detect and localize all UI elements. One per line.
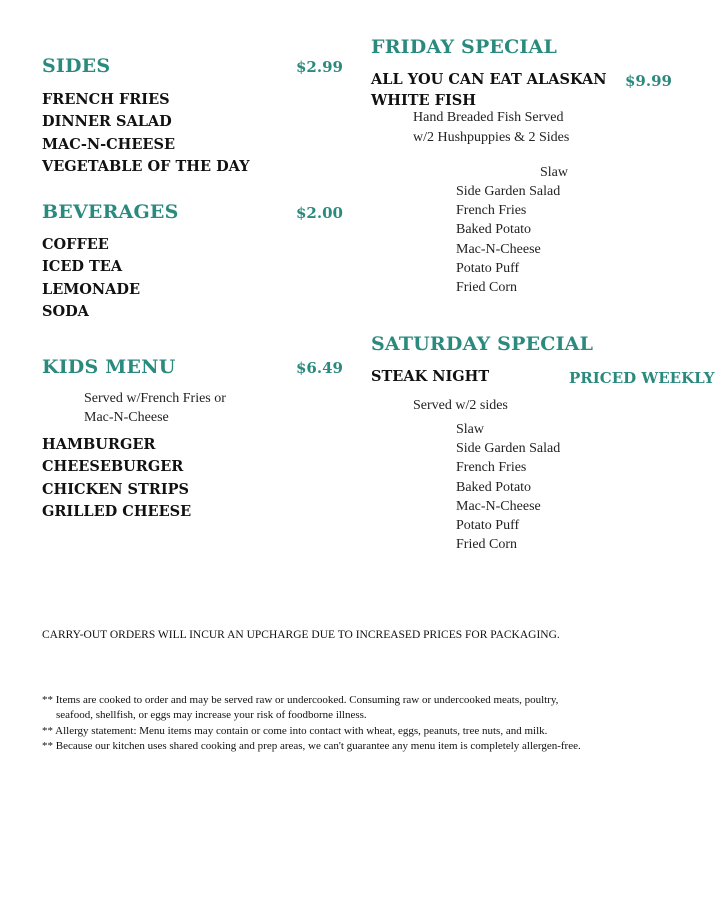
list-item: Baked Potato [456, 222, 532, 238]
list-item: ICED TEA [42, 258, 123, 276]
friday-sides-list [456, 182, 560, 297]
beverages-list [42, 234, 140, 323]
list-item: COFFEE [42, 236, 109, 253]
list-item: Mac-N-Cheese [456, 498, 541, 514]
footnote-allergy: ** Allergy statement: Menu items may contain or come into contact with wheat, eggs, peanuts, tree nuts, and milk. [42, 724, 548, 737]
sides-heading: SIDES [42, 55, 111, 77]
friday-desc-line1: Hand Breaded Fish Served [413, 110, 564, 125]
carry-out-notice: CARRY-OUT ORDERS WILL INCUR AN UPCHARGE DUE TO INCREASED PRICES FOR PACKAGING. [42, 629, 560, 641]
kids-menu-note-line1: Served w/French Fries or [84, 391, 226, 406]
saturday-sides-list [456, 420, 560, 554]
sides-list [42, 89, 250, 178]
footnotes [42, 693, 581, 754]
beverages-price: $2.00 [296, 204, 343, 222]
saturday-special-heading: SATURDAY SPECIAL [371, 333, 594, 355]
sides-price: $2.99 [296, 58, 343, 76]
list-item: MAC-N-CHEESE [42, 135, 175, 153]
list-item: Slaw [456, 422, 484, 437]
list-item: GRILLED CHEESE [42, 502, 192, 520]
saturday-item: STEAK NIGHT [371, 368, 490, 385]
kids-menu-note-line2: Mac-N-Cheese [84, 410, 169, 425]
list-item: Fried Corn [456, 537, 518, 553]
list-item: Mac-N-Cheese [456, 241, 541, 257]
list-item: VEGETABLE OF THE DAY [42, 157, 250, 175]
saturday-desc: Served w/2 sides [413, 398, 508, 413]
footnote-raw-food: ** Items are cooked to order and may be served raw or undercooked. Consuming raw or undercooked meats, poultry, [42, 694, 559, 706]
list-item: DINNER SALAD [42, 113, 172, 131]
footnote-raw-food-cont: seafood, shellfish, or eggs may increase your risk of foodborne illness. [56, 709, 367, 722]
list-item: CHEESEBURGER [42, 458, 184, 476]
kids-menu-heading: KIDS MENU [42, 356, 176, 378]
list-item: French Fries [456, 203, 527, 219]
list-item: FRENCH FRIES [42, 91, 170, 108]
friday-item-line1: ALL YOU CAN EAT ALASKAN [371, 71, 607, 88]
saturday-price: PRICED WEEKLY [569, 369, 715, 387]
list-item: French Fries [456, 460, 527, 476]
list-item: LEMONADE [42, 280, 141, 298]
list-item: SODA [42, 302, 89, 320]
list-item: Side Garden Salad [456, 184, 561, 199]
friday-item-line2: WHITE FISH [371, 92, 476, 109]
list-item: Potato Puff [456, 518, 520, 534]
friday-special-heading: FRIDAY SPECIAL [371, 36, 558, 58]
list-item: CHICKEN STRIPS [42, 480, 189, 498]
friday-price: $9.99 [625, 72, 672, 90]
list-item: Baked Potato [456, 479, 532, 495]
list-item: Potato Puff [456, 260, 520, 276]
list-item: Fried Corn [456, 280, 518, 296]
footnote-shared-kitchen: ** Because our kitchen uses shared cooking and prep areas, we can't guarantee any menu item is completely allergen-free. [42, 739, 581, 752]
kids-menu-price: $6.49 [296, 359, 343, 377]
friday-side-first: Slaw [540, 165, 568, 180]
list-item: HAMBURGER [42, 436, 156, 453]
beverages-heading: BEVERAGES [42, 201, 179, 223]
kids-menu-list [42, 434, 191, 523]
friday-desc-line2: w/2 Hushpuppies & 2 Sides [413, 130, 570, 145]
list-item: Side Garden Salad [456, 441, 561, 457]
